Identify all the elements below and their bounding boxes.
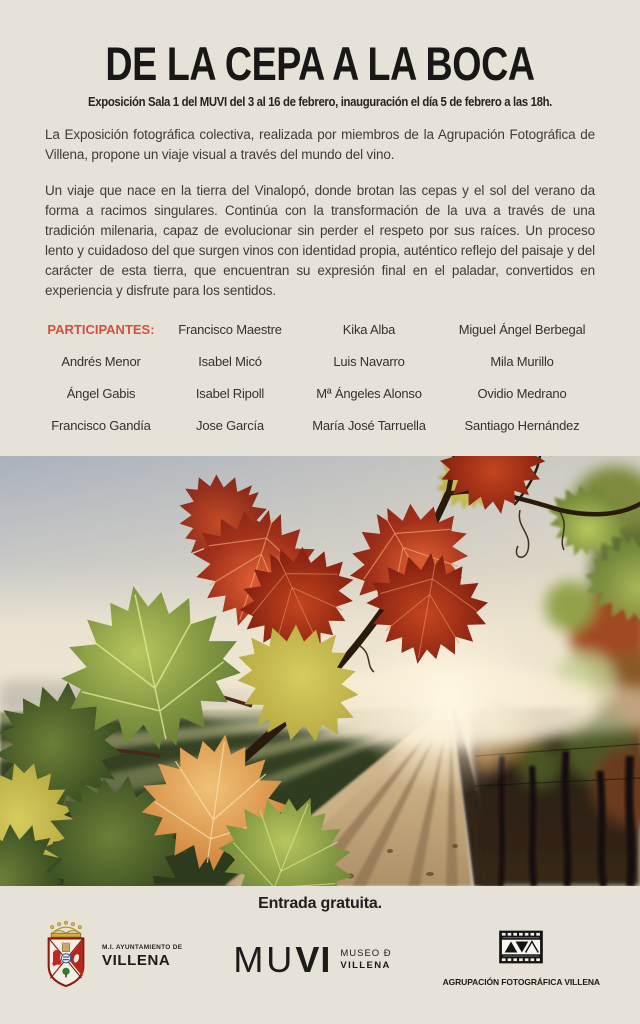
participant-name: Luis Navarro <box>333 354 405 369</box>
participant-name: Isabel Micó <box>198 354 262 369</box>
participant-name: María José Tarruella <box>312 418 426 433</box>
participant-name: Jose García <box>196 418 264 433</box>
intro-paragraph: La Exposición fotográfica colectiva, realizada por miembros de la Agrupación Fotográfica de Villena, propone un viaje visual a través del mundo del vino. <box>45 127 595 162</box>
muvi-tagline-line1: MUSEO Đ <box>340 947 392 959</box>
page-title: DE LA CEPA A LA BOCA <box>105 37 535 90</box>
participants-grid <box>38 322 602 433</box>
muvi-wordmark-light: MU <box>233 938 296 980</box>
participant-name: Mª Ángeles Alonso <box>316 386 422 401</box>
free-entry-text: Entrada gratuita. <box>258 895 382 912</box>
participant-name: Andrés Menor <box>61 354 141 369</box>
participant-name: Miguel Ángel Berbegal <box>458 322 586 337</box>
muvi-logo <box>233 938 392 980</box>
exhibition-subtitle: Exposición Sala 1 del MUVI del 3 al 16 de febrero, inauguración el día 5 de febrero a las 18h. <box>88 94 552 109</box>
agrupacion-fotografica-logo <box>443 927 600 987</box>
participant-name: Mila Murillo <box>490 354 554 369</box>
agrupacion-caption: AGRUPACIÓN FOTOGRÁFICA VILLENA <box>442 976 600 987</box>
ayuntamiento-line2: VILLENA <box>102 951 171 969</box>
description-paragraph: Un viaje que nace en la tierra del Vinalopó, donde brotan las cepas y el sol del verano da forma a racimos singulares. Continúa con la transformación de la uva a través de una tradición milenaria, capaz de evolucionar sin perder el respeto por sus raíces. Un proceso lento y cuidadoso del que surgen vinos con identidad propia, auténtico reflejo del paisaje y del carácter de esta tierra, que encuentran su expresión final en el paladar, convertidos en experiencia y disfrute para los sentidos. <box>45 183 595 298</box>
vineyard-photo <box>0 456 640 886</box>
participant-name: Ovidio Medrano <box>477 386 567 401</box>
muvi-wordmark-bold: VI <box>295 938 332 980</box>
ayuntamiento-line1: M.I. AYUNTAMIENTO DE <box>102 944 183 952</box>
film-strip-icon <box>497 927 545 972</box>
footer-logos <box>0 913 640 994</box>
participant-name: Ángel Gabis <box>66 386 136 401</box>
villena-coat-of-arms-icon <box>40 919 92 994</box>
participants-label: PARTICIPANTES: <box>47 322 155 337</box>
participant-name: Francisco Gandía <box>51 418 151 433</box>
ayuntamiento-villena-logo <box>40 919 182 994</box>
muvi-tagline-line2: VILLENA <box>340 959 391 971</box>
participant-name: Francisco Maestre <box>178 322 282 337</box>
participant-name: Isabel Ripoll <box>195 386 265 401</box>
participant-name: Santiago Hernández <box>464 418 580 433</box>
participant-name: Kika Alba <box>342 322 396 337</box>
